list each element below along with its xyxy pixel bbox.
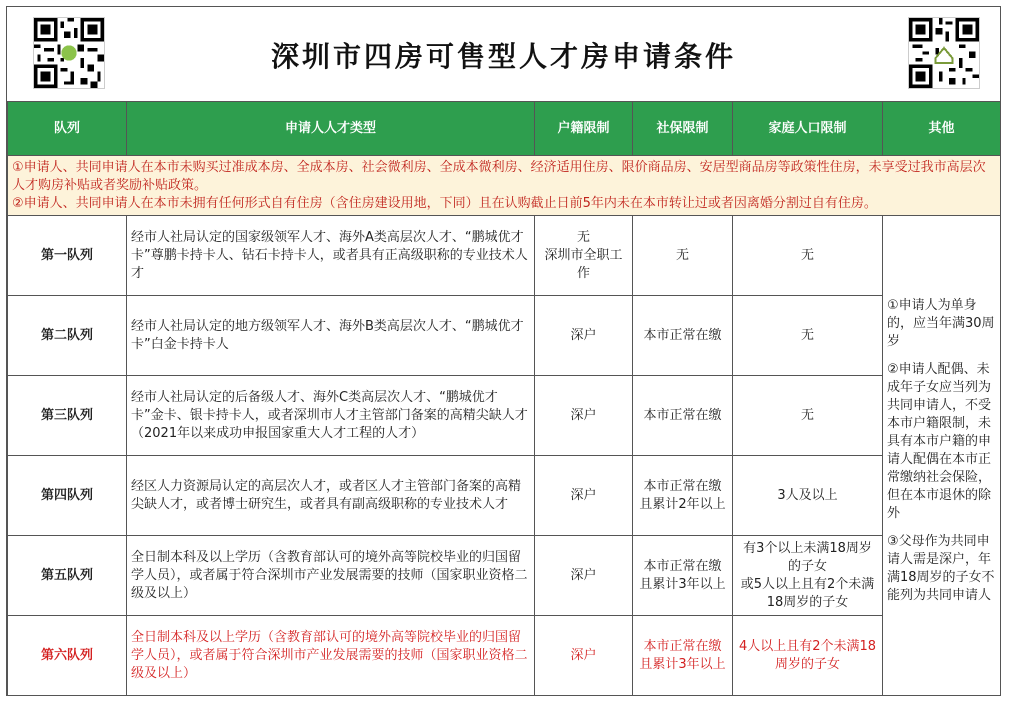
family-cell [733,376,883,456]
conditions-table [7,101,1001,696]
social-cell [633,296,733,376]
social-text: 无 [675,247,689,263]
header-other: 其他 [883,102,1001,156]
family-text: 有3个以上未满18周岁的子女 或5人以上且有2个未满18周岁的子女 [740,540,875,610]
queue-cell: 第三队列 [8,376,127,456]
family-cell [733,616,883,696]
family-text: 无 [800,247,814,263]
hukou-cell [535,376,633,456]
queue-cell: 第六队列 [8,616,127,696]
hukou-cell [535,536,633,616]
family-cell [733,216,883,296]
social-text: 本市正常在缴 且累计3年以上 [639,638,726,672]
hukou-cell [535,216,633,296]
queue-cell: 第四队列 [8,456,127,536]
talent-type-cell: 经市人社局认定的国家级领军人才、海外A类高层次人才、“鹏城优才卡”尊鹏卡持卡人、钻石卡持卡人，或者具有正高级职称的专业技术人才 [127,216,535,296]
hukou-text: 深户 [570,647,597,663]
social-text: 本市正常在缴 [643,327,722,343]
note-item: ①申请人、共同申请人在本市未购买过准成本房、全成本房、社会微利房、全成本微利房、经济适用住房、限价商品房、安居型商品房等政策性住房，未享受过我市高层次人才购房补贴或者奖励补贴政策。 [12,159,986,193]
queue-cell: 第一队列 [8,216,127,296]
header-family: 家庭人口限制 [733,102,883,156]
social-text: 本市正常在缴 [643,407,722,423]
table-row [8,376,1001,456]
social-text: 本市正常在缴 且累计2年以上 [639,478,726,512]
table-row [8,456,1001,536]
header-queue: 队列 [8,102,127,156]
page-title: 深圳市四房可售型人才房申请条件 [270,40,736,73]
talent-type-cell: 经市人社局认定的地方级领军人才、海外B类高层次人才、“鹏城优才卡”白金卡持卡人 [127,296,535,376]
talent-type-cell: 经区人力资源局认定的高层次人才，或者区人才主管部门备案的高精尖缺人才，或者博士研究生，或者具有副高级职称的专业技术人才 [127,456,535,536]
table-row-highlighted [8,616,1001,696]
family-text: 4人以上且有2个未满18周岁的子女 [738,638,877,672]
family-text: 3人及以上 [777,487,838,503]
other-item: ③父母作为共同申请人需是深户，年满18周岁的子女不能列为共同申请人 [887,533,995,603]
social-cell [633,376,733,456]
family-cell [733,296,883,376]
social-cell [633,456,733,536]
header-talent-type: 申请人人才类型 [127,102,535,156]
hukou-cell [535,296,633,376]
table-row [8,536,1001,616]
other-item: ①申请人为单身的，应当年满30周岁 [887,297,995,349]
social-cell [633,616,733,696]
family-text: 无 [800,327,814,343]
header-hukou: 户籍限制 [535,102,633,156]
title-bar [7,7,1000,102]
family-text: 无 [800,407,814,423]
hukou-text: 深户 [570,407,597,423]
social-cell [633,536,733,616]
social-text: 本市正常在缴 且累计3年以上 [639,558,726,592]
policy-sheet [6,6,1001,696]
table-row [8,216,1001,296]
table-header-row [8,102,1001,156]
note-item: ②申请人、共同申请人在本市未拥有任何形式自有住房（含住房建设用地，下同）且在认购截止日前5年内未在本市转让过或者因离婚分割过自有住房。 [12,195,877,211]
family-cell [733,456,883,536]
other-conditions-cell [883,216,1001,696]
header-social-security: 社保限制 [633,102,733,156]
general-notes [8,156,1001,216]
hukou-text: 深户 [570,567,597,583]
qr-code-icon [908,17,980,89]
social-cell [633,216,733,296]
other-item: ②申请人配偶、未成年子女应当列为共同申请人，不受本市户籍限制，未具有本市户籍的申请人配偶在本市正常缴纳社会保险，但在本市退休的除外 [887,361,992,521]
talent-type-cell: 经市人社局认定的后备级人才、海外C类高层次人才、“鹏城优才卡”金卡、银卡持卡人，或者深圳市人才主管部门备案的高精尖缺人才（2021年以来成功申报国家重大人才工程的人才） [127,376,535,456]
hukou-cell [535,456,633,536]
hukou-text: 无 深圳市全职工作 [544,229,623,281]
notes-row [8,156,1001,216]
table-row [8,296,1001,376]
family-cell [733,536,883,616]
queue-cell: 第二队列 [8,296,127,376]
talent-type-cell: 全日制本科及以上学历（含教育部认可的境外高等院校毕业的归国留学人员），或者属于符合深圳市产业发展需要的技师（国家职业资格二级及以上） [127,536,535,616]
talent-type-cell: 全日制本科及以上学历（含教育部认可的境外高等院校毕业的归国留学人员），或者属于符合深圳市产业发展需要的技师（国家职业资格二级及以上） [127,616,535,696]
hukou-text: 深户 [570,327,597,343]
queue-cell: 第五队列 [8,536,127,616]
hukou-text: 深户 [570,487,597,503]
hukou-cell [535,616,633,696]
